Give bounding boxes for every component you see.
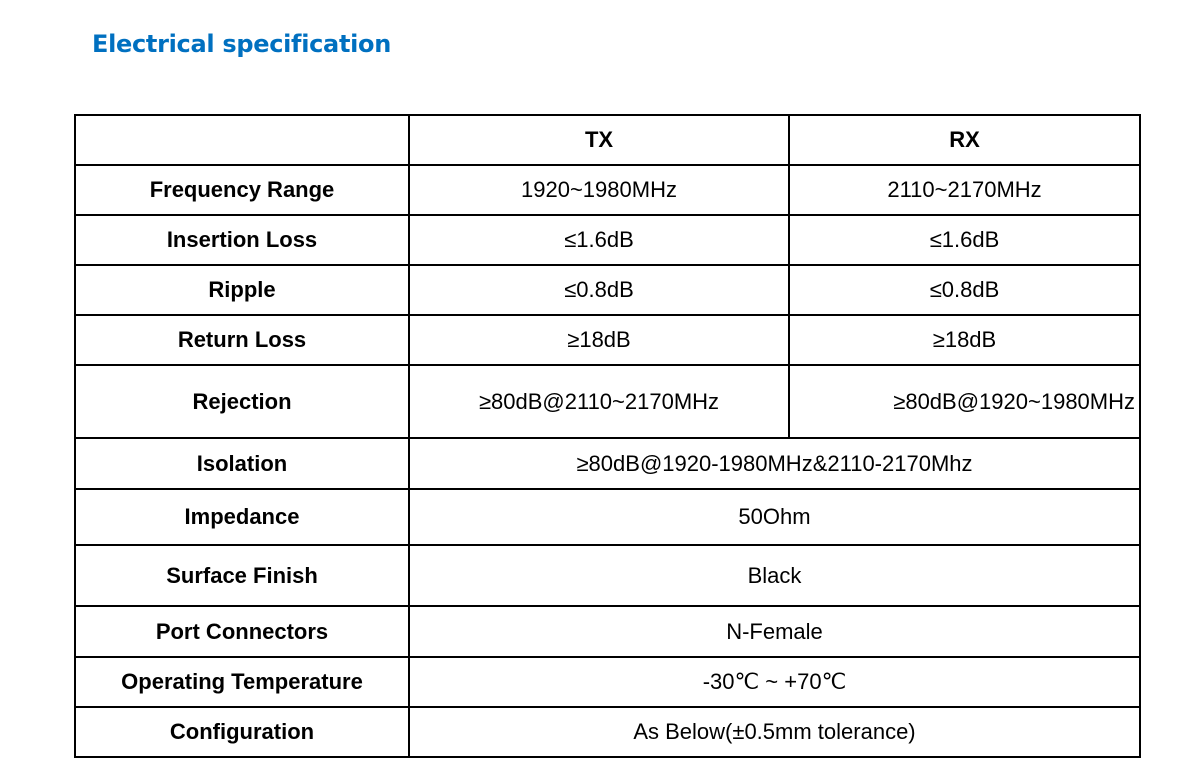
value-surface-finish: Black <box>409 545 1140 606</box>
header-rx: RX <box>789 115 1140 165</box>
tx-return-loss: ≥18dB <box>409 315 789 365</box>
row-configuration <box>75 707 1140 757</box>
label-surface-finish: Surface Finish <box>75 545 409 606</box>
row-isolation <box>75 438 1140 489</box>
rx-return-loss: ≥18dB <box>789 315 1140 365</box>
row-return-loss <box>75 315 1140 365</box>
label-ripple: Ripple <box>75 265 409 315</box>
label-frequency-range: Frequency Range <box>75 165 409 215</box>
value-port-connectors: N-Female <box>409 606 1140 657</box>
row-insertion-loss <box>75 215 1140 265</box>
rx-frequency-range: 2110~2170MHz <box>789 165 1140 215</box>
label-rejection: Rejection <box>75 365 409 438</box>
rx-ripple: ≤0.8dB <box>789 265 1140 315</box>
label-insertion-loss: Insertion Loss <box>75 215 409 265</box>
value-impedance: 50Ohm <box>409 489 1140 545</box>
row-port-connectors <box>75 606 1140 657</box>
label-return-loss: Return Loss <box>75 315 409 365</box>
page-title: Electrical specification <box>92 30 392 58</box>
row-ripple <box>75 265 1140 315</box>
row-frequency-range <box>75 165 1140 215</box>
row-impedance <box>75 489 1140 545</box>
spec-table <box>74 114 1141 758</box>
tx-ripple: ≤0.8dB <box>409 265 789 315</box>
value-operating-temperature: -30℃ ~ +70℃ <box>409 657 1140 707</box>
value-isolation: ≥80dB@1920-1980MHz&2110-2170Mhz <box>409 438 1140 489</box>
label-isolation: Isolation <box>75 438 409 489</box>
rx-insertion-loss: ≤1.6dB <box>789 215 1140 265</box>
header-row <box>75 115 1140 165</box>
value-configuration: As Below(±0.5mm tolerance) <box>409 707 1140 757</box>
label-operating-temperature: Operating Temperature <box>75 657 409 707</box>
label-configuration: Configuration <box>75 707 409 757</box>
row-operating-temperature <box>75 657 1140 707</box>
label-impedance: Impedance <box>75 489 409 545</box>
rx-rejection: ≥80dB@1920~1980MHz <box>789 365 1140 438</box>
label-port-connectors: Port Connectors <box>75 606 409 657</box>
header-blank-cell <box>75 115 409 165</box>
row-surface-finish <box>75 545 1140 606</box>
tx-insertion-loss: ≤1.6dB <box>409 215 789 265</box>
row-rejection <box>75 365 1140 438</box>
header-tx: TX <box>409 115 789 165</box>
tx-rejection: ≥80dB@2110~2170MHz <box>409 365 789 438</box>
tx-frequency-range: 1920~1980MHz <box>409 165 789 215</box>
